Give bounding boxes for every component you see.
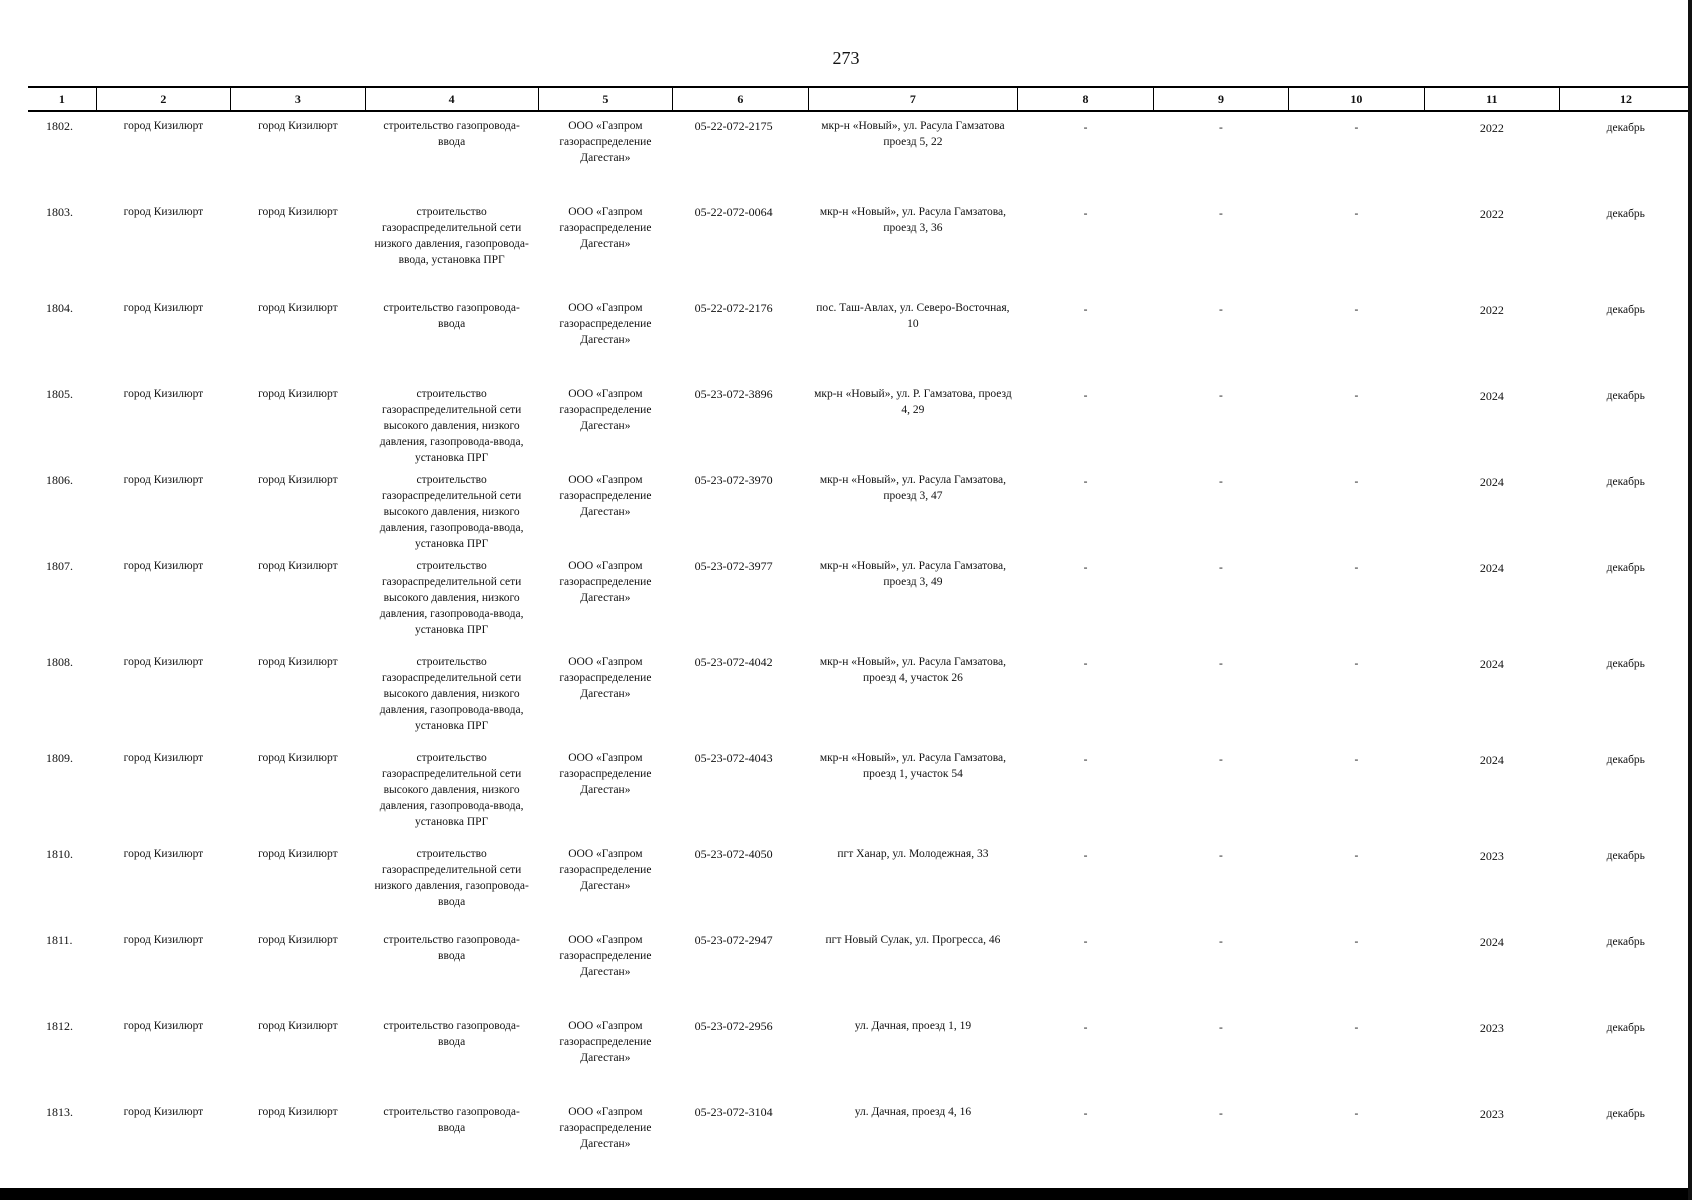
column-8-cell: - xyxy=(1083,850,1088,862)
district-cell: город Кизилюрт xyxy=(123,560,204,572)
column-9-cell: - xyxy=(1219,390,1223,402)
column-10-cell: - xyxy=(1354,658,1359,670)
work-description-cell: строительство газопровода-ввода xyxy=(383,1020,520,1048)
month-cell: декабрь xyxy=(1606,304,1645,316)
settlement-cell: город Кизилюрт xyxy=(258,656,338,668)
object-code-cell: 05-23-072-2956 xyxy=(694,1019,773,1033)
table-row xyxy=(28,552,1692,648)
column-10-cell: - xyxy=(1354,754,1359,766)
column-header: 5 xyxy=(538,87,672,111)
month-cell: декабрь xyxy=(1606,562,1645,574)
work-description-cell: строительство газопровода-ввода xyxy=(383,934,520,962)
address-cell: мкр-н «Новый», ул. Расула Гамзатова, проезд 4, участок 26 xyxy=(819,656,1007,684)
column-10-cell: - xyxy=(1354,208,1359,220)
column-9-cell: - xyxy=(1219,1108,1223,1120)
year-cell: 2022 xyxy=(1479,207,1504,221)
column-8-cell: - xyxy=(1083,1022,1088,1034)
object-code-cell: 05-23-072-2947 xyxy=(694,933,773,947)
organization-cell: ООО «Газпром газораспределение Дагестан» xyxy=(559,388,652,432)
work-description-cell: строительство газораспределительной сети высокого давления, низкого давления, газопровода-ввода, установка ПРГ xyxy=(379,656,524,732)
column-8-cell: - xyxy=(1083,658,1088,670)
object-code-cell: 05-23-072-3977 xyxy=(694,559,773,573)
object-code-cell: 05-23-072-3970 xyxy=(694,473,773,487)
column-8-cell: - xyxy=(1083,754,1088,766)
settlement-cell: город Кизилюрт xyxy=(258,474,338,486)
address-cell: пгт Ханар, ул. Молодежная, 33 xyxy=(837,848,989,860)
column-8-cell: - xyxy=(1083,208,1088,220)
year-cell: 2024 xyxy=(1479,753,1504,767)
page-number: 273 xyxy=(832,48,860,68)
organization-cell: ООО «Газпром газораспределение Дагестан» xyxy=(559,206,652,250)
column-9-cell: - xyxy=(1219,562,1223,574)
object-code-cell: 05-22-072-0064 xyxy=(694,205,773,219)
work-description-cell: строительство газопровода-ввода xyxy=(383,302,520,330)
work-description-cell: строительство газораспределительной сети высокого давления, низкого давления, газопровода-ввода, установка ПРГ xyxy=(379,752,524,828)
year-cell: 2022 xyxy=(1479,303,1504,317)
column-9-cell: - xyxy=(1219,476,1223,488)
row-number-cell: 1810. xyxy=(46,847,73,861)
column-9-cell: - xyxy=(1219,304,1223,316)
settlement-cell: город Кизилюрт xyxy=(258,1020,338,1032)
organization-cell: ООО «Газпром газораспределение Дагестан» xyxy=(559,474,652,518)
column-9-cell: - xyxy=(1219,208,1223,220)
month-cell: декабрь xyxy=(1606,122,1645,134)
column-9-cell: - xyxy=(1219,122,1223,134)
object-code-cell: 05-23-072-4042 xyxy=(694,655,773,669)
scan-right-border xyxy=(1688,0,1692,1200)
settlement-cell: город Кизилюрт xyxy=(258,848,338,860)
row-number-cell: 1802. xyxy=(46,119,73,133)
district-cell: город Кизилюрт xyxy=(123,656,204,668)
column-9-cell: - xyxy=(1219,850,1223,862)
address-cell: мкр-н «Новый», ул. Расула Гамзатова, проезд 1, участок 54 xyxy=(819,752,1007,780)
row-number-cell: 1807. xyxy=(46,559,73,573)
organization-cell: ООО «Газпром газораспределение Дагестан» xyxy=(559,302,652,346)
month-cell: декабрь xyxy=(1606,850,1645,862)
row-number-cell: 1813. xyxy=(46,1105,73,1119)
year-cell: 2023 xyxy=(1479,849,1504,863)
row-number-cell: 1804. xyxy=(46,301,73,315)
year-cell: 2024 xyxy=(1479,935,1504,949)
month-cell: декабрь xyxy=(1606,936,1645,948)
address-cell: мкр-н «Новый», ул. Расула Гамзатова, проезд 3, 36 xyxy=(819,206,1007,234)
settlement-cell: город Кизилюрт xyxy=(258,560,338,572)
organization-cell: ООО «Газпром газораспределение Дагестан» xyxy=(559,1020,652,1064)
row-number-cell: 1805. xyxy=(46,387,73,401)
district-cell: город Кизилюрт xyxy=(123,302,204,314)
organization-cell: ООО «Газпром газораспределение Дагестан» xyxy=(559,1106,652,1150)
table-row xyxy=(28,380,1692,466)
document-table xyxy=(28,86,1692,1184)
table-row xyxy=(28,1012,1692,1098)
column-8-cell: - xyxy=(1083,304,1088,316)
month-cell: декабрь xyxy=(1606,754,1645,766)
table-row xyxy=(28,198,1692,294)
address-cell: пос. Таш-Авлах, ул. Северо-Восточная, 10 xyxy=(816,302,1010,330)
year-cell: 2024 xyxy=(1479,475,1504,489)
district-cell: город Кизилюрт xyxy=(123,848,204,860)
year-cell: 2022 xyxy=(1479,121,1504,135)
column-10-cell: - xyxy=(1354,304,1359,316)
settlement-cell: город Кизилюрт xyxy=(258,120,338,132)
object-code-cell: 05-23-072-4043 xyxy=(694,751,773,765)
column-10-cell: - xyxy=(1354,390,1359,402)
organization-cell: ООО «Газпром газораспределение Дагестан» xyxy=(559,656,652,700)
column-header: 10 xyxy=(1289,87,1424,111)
column-9-cell: - xyxy=(1219,936,1223,948)
settlement-cell: город Кизилюрт xyxy=(258,302,338,314)
table-row xyxy=(28,1098,1692,1184)
address-cell: мкр-н «Новый», ул. Расула Гамзатова, проезд 3, 49 xyxy=(819,560,1007,588)
district-cell: город Кизилюрт xyxy=(123,752,204,764)
district-cell: город Кизилюрт xyxy=(123,120,204,132)
column-8-cell: - xyxy=(1083,390,1088,402)
table-row xyxy=(28,294,1692,380)
address-cell: ул. Дачная, проезд 4, 16 xyxy=(854,1106,972,1118)
district-cell: город Кизилюрт xyxy=(123,934,204,946)
month-cell: декабрь xyxy=(1606,390,1645,402)
scan-bottom-border xyxy=(0,1188,1692,1200)
table-row xyxy=(28,466,1692,552)
column-9-cell: - xyxy=(1219,754,1223,766)
row-number-cell: 1812. xyxy=(46,1019,73,1033)
district-cell: город Кизилюрт xyxy=(123,206,204,218)
address-cell: мкр-н «Новый», ул. Расула Гамзатова, проезд 3, 47 xyxy=(819,474,1007,502)
district-cell: город Кизилюрт xyxy=(123,474,204,486)
year-cell: 2023 xyxy=(1479,1021,1504,1035)
table-row xyxy=(28,648,1692,744)
district-cell: город Кизилюрт xyxy=(123,1020,204,1032)
object-code-cell: 05-22-072-2176 xyxy=(694,301,773,315)
column-8-cell: - xyxy=(1083,562,1088,574)
row-number-cell: 1811. xyxy=(46,933,73,947)
district-cell: город Кизилюрт xyxy=(123,1106,204,1118)
work-description-cell: строительство газораспределительной сети низкого давления, газопровода-ввода, установка ПРГ xyxy=(374,206,529,266)
month-cell: декабрь xyxy=(1606,476,1645,488)
district-cell: город Кизилюрт xyxy=(123,388,204,400)
work-description-cell: строительство газораспределительной сети высокого давления, низкого давления, газопровода-ввода, установка ПРГ xyxy=(379,560,524,636)
year-cell: 2024 xyxy=(1479,561,1504,575)
work-description-cell: строительство газопровода-ввода xyxy=(383,120,520,148)
settlement-cell: город Кизилюрт xyxy=(258,1106,338,1118)
organization-cell: ООО «Газпром газораспределение Дагестан» xyxy=(559,560,652,604)
column-8-cell: - xyxy=(1083,936,1088,948)
work-description-cell: строительство газораспределительной сети низкого давления, газопровода-ввода xyxy=(374,848,529,908)
column-header: 1 xyxy=(28,87,96,111)
month-cell: декабрь xyxy=(1606,208,1645,220)
table-row xyxy=(28,111,1692,198)
column-header: 3 xyxy=(231,87,365,111)
settlement-cell: город Кизилюрт xyxy=(258,388,338,400)
year-cell: 2023 xyxy=(1479,1107,1504,1121)
object-code-cell: 05-23-072-3104 xyxy=(694,1105,773,1119)
column-10-cell: - xyxy=(1354,122,1359,134)
work-description-cell: строительство газораспределительной сети высокого давления, низкого давления, газопровода-ввода, установка ПРГ xyxy=(379,388,524,464)
column-10-cell: - xyxy=(1354,1022,1359,1034)
column-10-cell: - xyxy=(1354,476,1359,488)
settlement-cell: город Кизилюрт xyxy=(258,752,338,764)
column-9-cell: - xyxy=(1219,658,1223,670)
column-10-cell: - xyxy=(1354,936,1359,948)
settlement-cell: город Кизилюрт xyxy=(258,934,338,946)
organization-cell: ООО «Газпром газораспределение Дагестан» xyxy=(559,934,652,978)
row-number-cell: 1806. xyxy=(46,473,73,487)
address-cell: ул. Дачная, проезд 1, 19 xyxy=(854,1020,972,1032)
table-header-row xyxy=(28,87,1692,111)
organization-cell: ООО «Газпром газораспределение Дагестан» xyxy=(559,120,652,164)
month-cell: декабрь xyxy=(1606,1108,1645,1120)
object-code-cell: 05-23-072-3896 xyxy=(694,387,773,401)
row-number-cell: 1808. xyxy=(46,655,73,669)
object-code-cell: 05-22-072-2175 xyxy=(694,119,773,133)
column-10-cell: - xyxy=(1354,562,1359,574)
table-body xyxy=(28,111,1692,1184)
column-10-cell: - xyxy=(1354,850,1359,862)
column-header: 2 xyxy=(96,87,230,111)
column-header: 7 xyxy=(808,87,1018,111)
column-8-cell: - xyxy=(1083,476,1088,488)
column-10-cell: - xyxy=(1354,1108,1359,1120)
column-8-cell: - xyxy=(1083,1108,1088,1120)
column-8-cell: - xyxy=(1083,122,1088,134)
column-header: 12 xyxy=(1560,87,1692,111)
object-code-cell: 05-23-072-4050 xyxy=(694,847,773,861)
address-cell: мкр-н «Новый», ул. Р. Гамзатова, проезд 4, 29 xyxy=(814,388,1012,416)
column-header: 6 xyxy=(673,87,808,111)
month-cell: декабрь xyxy=(1606,658,1645,670)
address-cell: мкр-н «Новый», ул. Расула Гамзатова проезд 5, 22 xyxy=(821,120,1005,148)
column-header: 9 xyxy=(1153,87,1288,111)
organization-cell: ООО «Газпром газораспределение Дагестан» xyxy=(559,848,652,892)
row-number-cell: 1803. xyxy=(46,205,73,219)
column-header: 8 xyxy=(1018,87,1153,111)
year-cell: 2024 xyxy=(1479,389,1504,403)
table-row xyxy=(28,840,1692,926)
column-9-cell: - xyxy=(1219,1022,1223,1034)
table-row xyxy=(28,926,1692,1012)
row-number-cell: 1809. xyxy=(46,751,73,765)
column-header: 11 xyxy=(1424,87,1559,111)
address-cell: пгт Новый Сулак, ул. Прогресса, 46 xyxy=(825,934,1001,946)
month-cell: декабрь xyxy=(1606,1022,1645,1034)
column-header: 4 xyxy=(365,87,538,111)
work-description-cell: строительство газораспределительной сети высокого давления, низкого давления, газопровода-ввода, установка ПРГ xyxy=(379,474,524,550)
work-description-cell: строительство газопровода-ввода xyxy=(383,1106,520,1134)
organization-cell: ООО «Газпром газораспределение Дагестан» xyxy=(559,752,652,796)
table-row xyxy=(28,744,1692,840)
settlement-cell: город Кизилюрт xyxy=(258,206,338,218)
year-cell: 2024 xyxy=(1479,657,1504,671)
